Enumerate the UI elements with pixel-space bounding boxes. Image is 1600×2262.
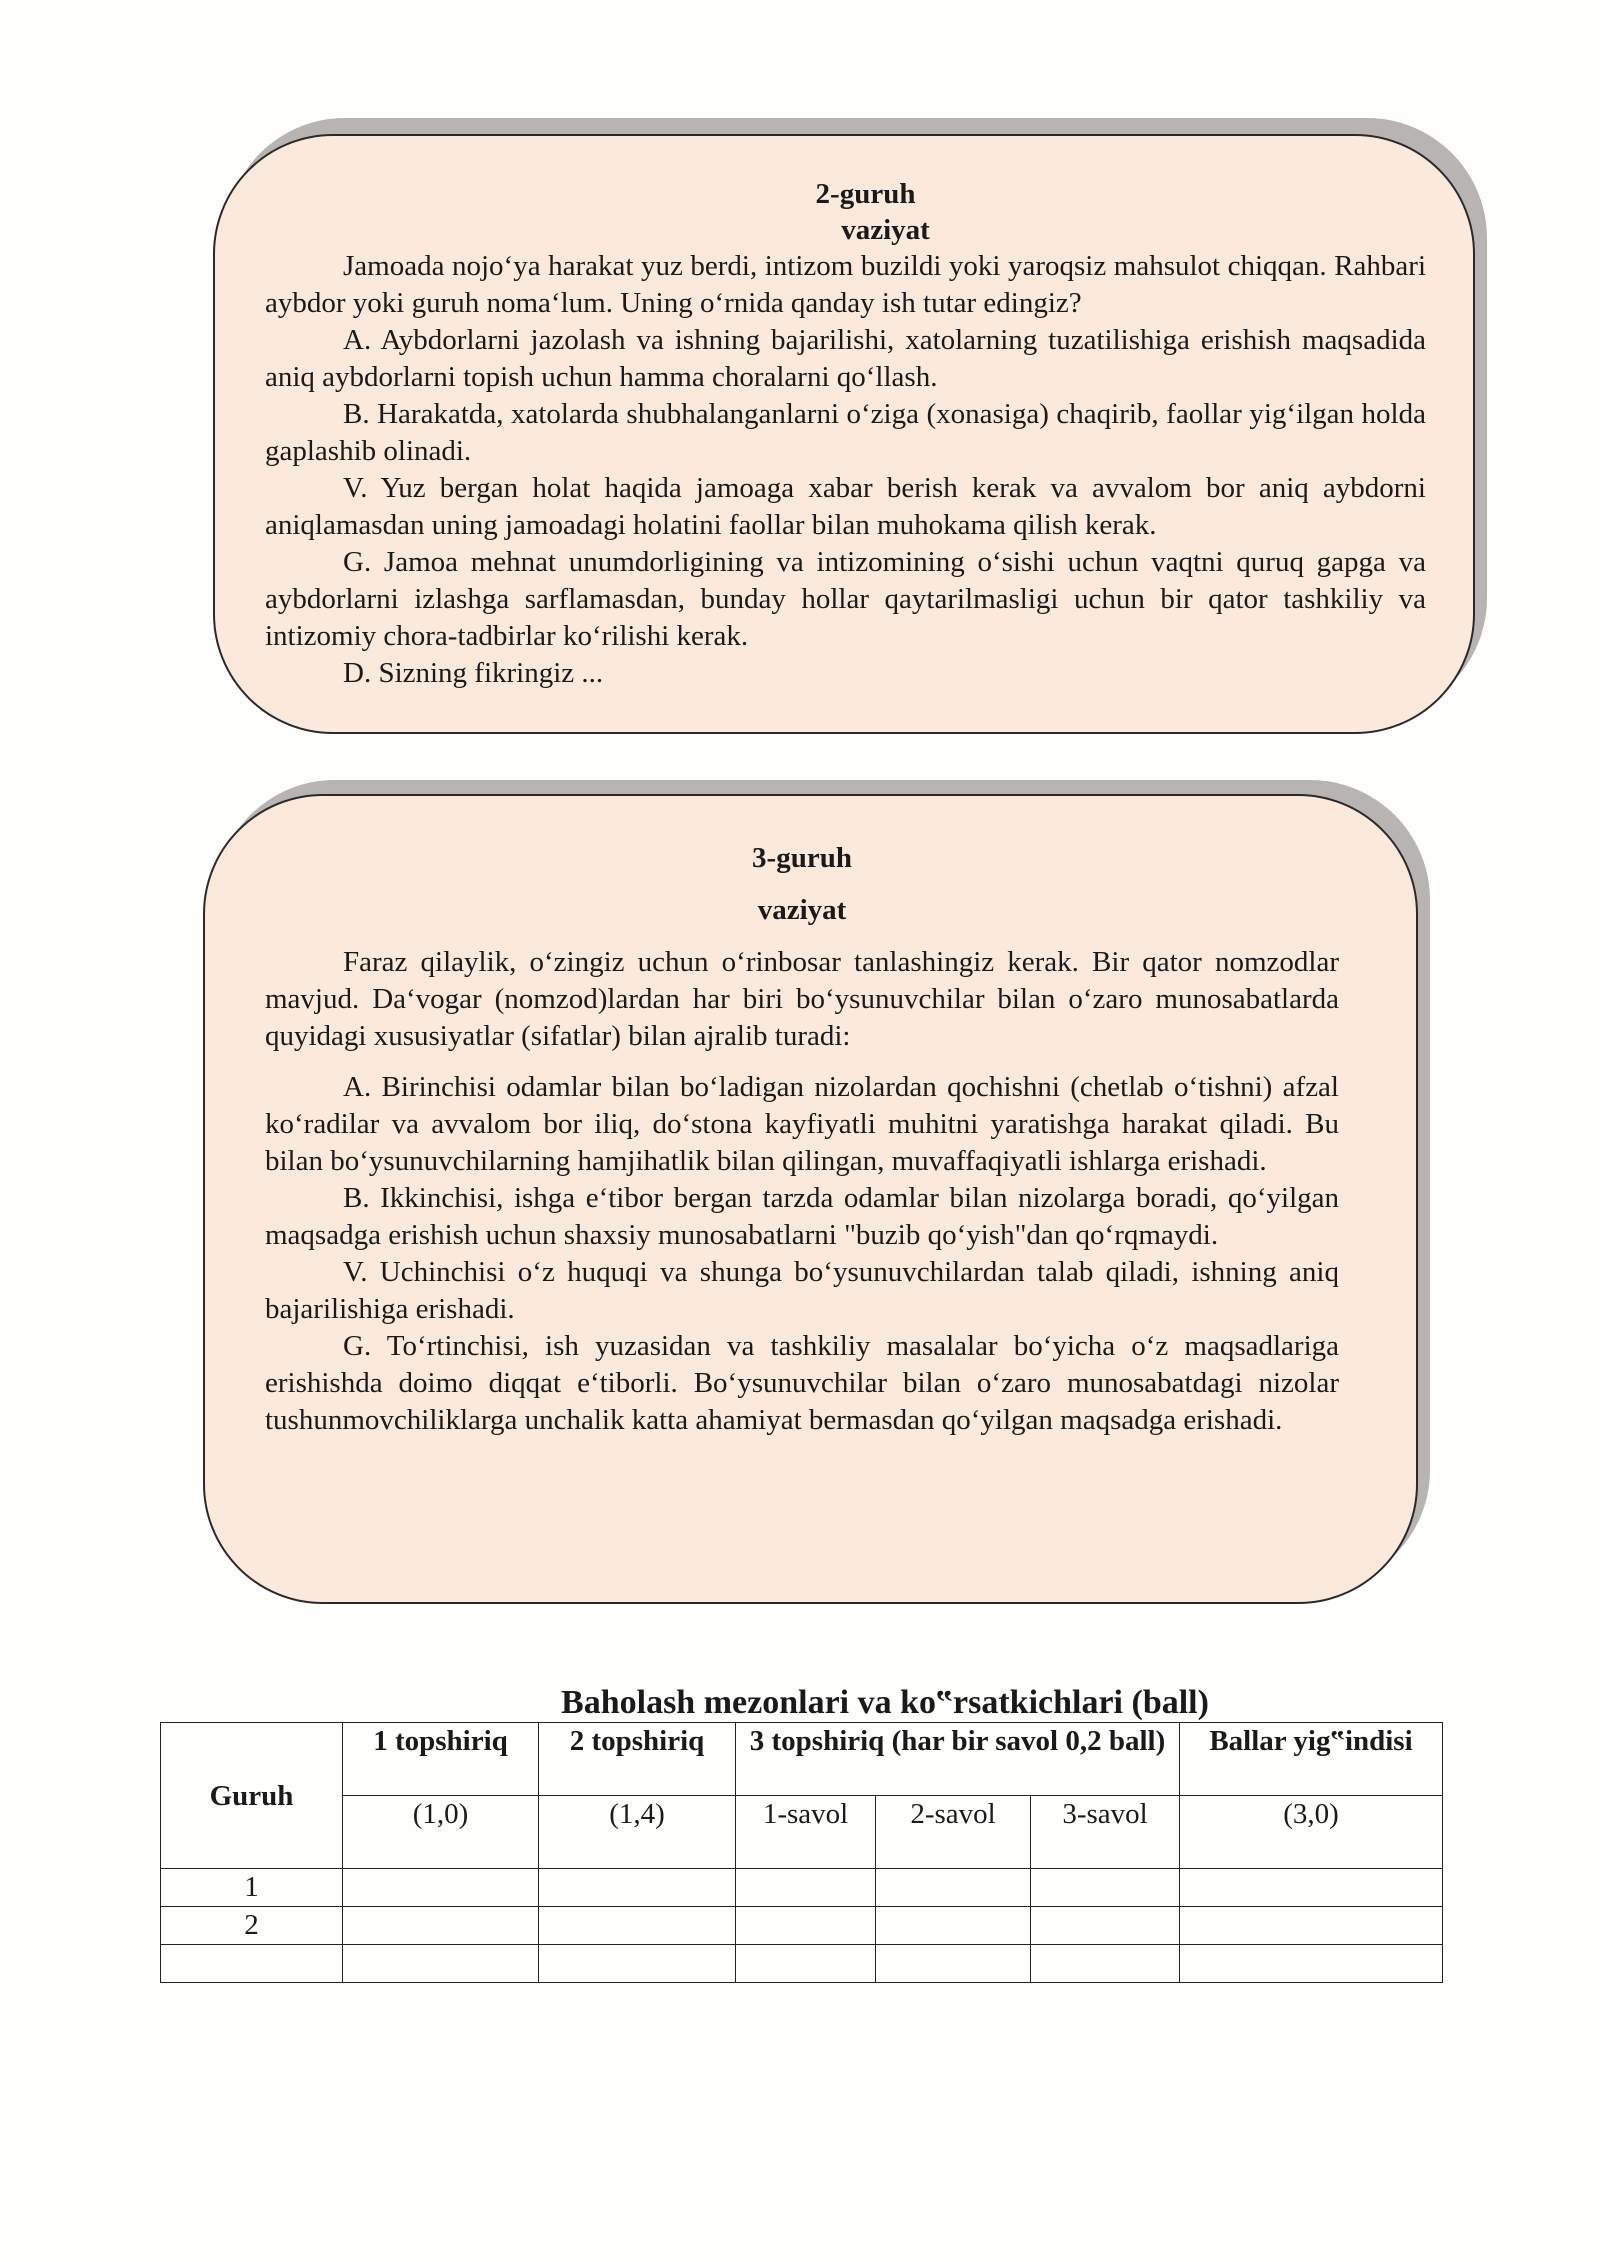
group3-intro: Faraz qilaylik, o‘zingiz uchun o‘rinbosar tanlashingiz kerak. Bir qator nomzodlar mavjud. Da‘vogar (nomzod)lardan har biri bo‘ysunuvchilar bilan o‘zaro munosabatlarda quyidagi xususiyatlar (sifatlar) bilan ajralib turadi: [265,946,1339,1052]
task1-points: (1,0) [343,1796,539,1869]
group3-subtitle: vaziyat [757,894,847,926]
score-cell [1180,1907,1443,1945]
question2-header: 2-savol [876,1796,1031,1869]
score-cell [876,1945,1031,1983]
score-cell [1180,1869,1443,1907]
group2-subtitle: vaziyat [841,214,930,246]
score-cell [1031,1907,1180,1945]
header-guruh: Guruh [161,1723,343,1869]
group2-option-b: B. Harakatda, xatolarda shubhalanganlarni o‘ziga (xonasiga) chaqirib, faollar yig‘ilgan holda gaplashib olinadi. [265,398,1426,467]
group3-option-v: V. Uchinchisi o‘z huquqi va shunga bo‘ysunuvchilardan talab qiladi, ishning aniq bajarilishiga erishadi. [265,1256,1339,1325]
score-cell [876,1869,1031,1907]
group3-option-b: B. Ikkinchisi, ishga e‘tibor bergan tarzda odamlar bilan nizolarga boradi, qo‘yilgan maqsadga erishish uchun shaxsiy munosabatlarni "buzib qo‘yish"dan qo‘rqmaydi. [265,1182,1339,1251]
group2-option-g: G. Jamoa mehnat unumdorligining va intizomining o‘sishi uchun vaqtni quruq gapga va aybdorlarni izlashga sarflamasdan, bunday hollar qaytarilmasligi uchun bir qator tashkiliy va intizomiy chora-tadbirlar ko‘rilishi kerak. [265,546,1426,652]
row-group-number [161,1945,343,1983]
header-task2: 2 topshiriq [539,1723,736,1796]
table-title: Baholash mezonlari va ko‟rsatkichlari (ball) [561,1684,1209,1721]
row-group-number: 2 [161,1907,343,1945]
table-row [161,1907,1443,1945]
header-total: Ballar yig‟indisi [1180,1723,1443,1796]
group2-option-d: D. Sizning fikringiz ... [343,657,604,689]
header-task3: 3 topshiriq (har bir savol 0,2 ball) [736,1723,1180,1796]
score-cell [343,1945,539,1983]
table-row [161,1945,1443,1983]
table-row [161,1869,1443,1907]
score-cell [539,1907,736,1945]
question1-header: 1-savol [736,1796,876,1869]
group2-title: 2-guruh [815,178,916,210]
group2-situation-card [213,134,1475,734]
score-cell [343,1907,539,1945]
score-cell [736,1869,876,1907]
group3-title: 3-guruh [752,842,852,874]
row-group-number: 1 [161,1869,343,1907]
scoring-table [160,1722,1443,1983]
group3-option-g: G. To‘rtinchisi, ish yuzasidan va tashkiliy masalalar bo‘yicha o‘z maqsadlariga erishishda doimo diqqat e‘tiborli. Bo‘ysunuvchilar bilan o‘zaro munosabatdagi nizolar tushunmovchiliklarga unchalik katta ahamiyat bermasdan qo‘yilgan maqsadga erishadi. [265,1330,1339,1436]
task2-points: (1,4) [539,1796,736,1869]
question3-header: 3-savol [1031,1796,1180,1869]
score-cell [876,1907,1031,1945]
group3-situation-card [203,794,1418,1604]
group2-intro: Jamoada nojo‘ya harakat yuz berdi, intizom buzildi yoki yaroqsiz mahsulot chiqqan. Rahbari aybdor yoki guruh noma‘lum. Uning o‘rnida qanday ish tutar edingiz? [265,250,1426,319]
group2-option-a: A. Aybdorlarni jazolash va ishning bajarilishi, xatolarning tuzatilishiga erishish maqsadida aniq aybdorlarni topish uchun hamma choralarni qo‘llash. [265,324,1426,393]
header-task1: 1 topshiriq [343,1723,539,1796]
score-cell [1031,1869,1180,1907]
score-cell [343,1869,539,1907]
score-cell [539,1945,736,1983]
score-cell [736,1907,876,1945]
group3-option-a: A. Birinchisi odamlar bilan bo‘ladigan nizolardan qochishni (chetlab o‘tishni) afzal ko‘radilar va avvalom bor iliq, do‘stona kayfiyatli muhitni yaratishga harakat qiladi. Bu bilan bo‘ysunuvchilarning hamjihatlik bilan qilingan, muvaffaqiyatli ishlarga erishadi. [265,1071,1339,1177]
score-cell [539,1869,736,1907]
score-cell [1180,1945,1443,1983]
total-points: (3,0) [1180,1796,1443,1869]
score-cell [736,1945,876,1983]
group2-option-v: V. Yuz bergan holat haqida jamoaga xabar berish kerak va avvalom bor aniq aybdorni aniqlamasdan uning jamoadagi holatini faollar bilan muhokama qilish kerak. [265,472,1426,541]
score-cell [1031,1945,1180,1983]
